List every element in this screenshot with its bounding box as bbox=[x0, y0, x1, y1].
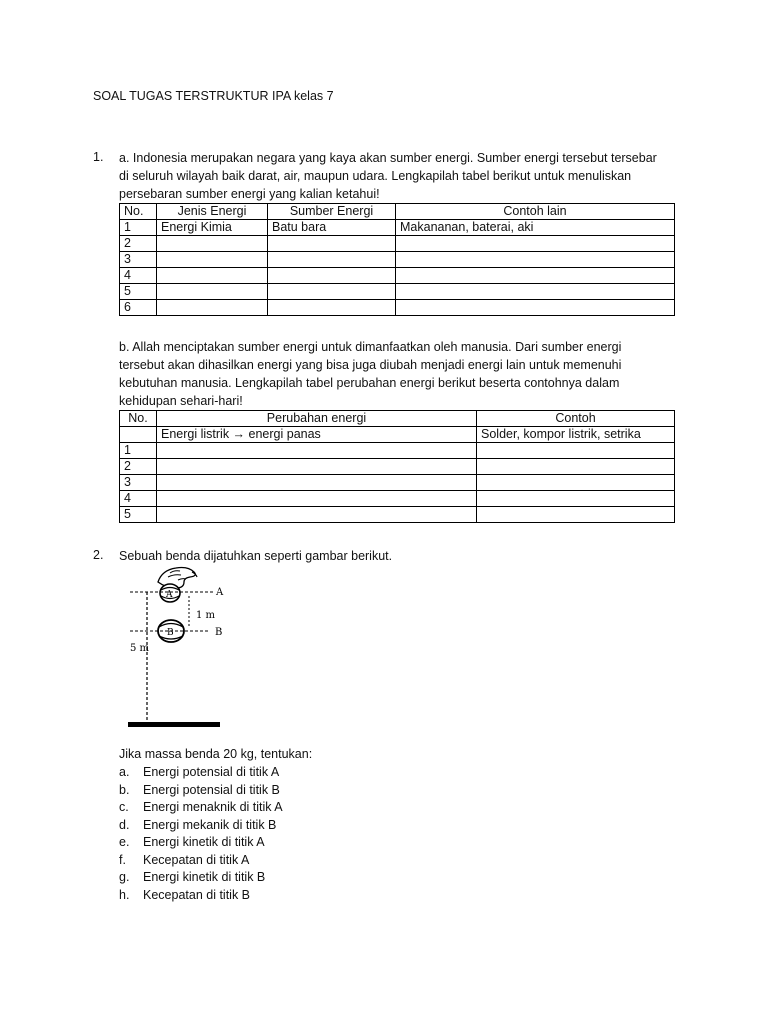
item-marker: b. bbox=[119, 782, 130, 797]
q1a-line-2: di seluruh wilayah baik darat, air, maupun udara. Lengkapilah tabel berikut untuk menuliskan bbox=[119, 169, 632, 183]
list-item bbox=[119, 852, 283, 870]
table-cell[interactable] bbox=[396, 236, 675, 252]
table-row bbox=[120, 443, 675, 459]
table-header-row bbox=[120, 204, 675, 220]
table-cell[interactable] bbox=[268, 252, 396, 268]
q1b-line-3: kebutuhan manusia. Lengkapilah tabel perubahan energi berikut beserta contohnya dalam bbox=[119, 376, 620, 390]
item-text: Kecepatan di titik A bbox=[143, 852, 250, 867]
table-cell: 4 bbox=[120, 491, 157, 507]
item-marker: c. bbox=[119, 800, 129, 814]
item-text: Energi potensial di titik B bbox=[143, 782, 280, 797]
table-row bbox=[120, 475, 675, 491]
question-2-items bbox=[119, 764, 283, 904]
q1b-line-1: b. Allah menciptakan sumber energi untuk dimanfaatkan oleh manusia. Dari sumber energi bbox=[119, 340, 622, 354]
energy-sources-table bbox=[119, 203, 675, 316]
label-b: B bbox=[215, 627, 223, 638]
table-row bbox=[120, 491, 675, 507]
table-cell[interactable] bbox=[477, 491, 675, 507]
item-text: Energi menaknik di titik A bbox=[143, 800, 283, 814]
question-1b-text bbox=[119, 338, 621, 410]
list-item bbox=[119, 782, 283, 800]
table-cell[interactable] bbox=[268, 284, 396, 300]
ball-a-label: A bbox=[166, 590, 173, 600]
table-row bbox=[120, 220, 675, 236]
table-cell: 4 bbox=[120, 268, 157, 284]
table-cell[interactable] bbox=[157, 268, 268, 284]
table-cell[interactable] bbox=[396, 300, 675, 316]
q1b-line-2: tersebut akan dihasilkan energi yang bisa juga diubah menjadi energi lain untuk memenuhi bbox=[119, 358, 622, 372]
question-2-text: Sebuah benda dijatuhkan seperti gambar berikut. bbox=[119, 549, 393, 563]
table-cell[interactable] bbox=[157, 491, 477, 507]
table-cell[interactable] bbox=[477, 507, 675, 523]
table-cell bbox=[120, 427, 157, 443]
table-row bbox=[120, 459, 675, 475]
table-cell: 2 bbox=[120, 459, 157, 475]
ball-b-label: B bbox=[167, 628, 174, 638]
table-row bbox=[120, 427, 675, 443]
q1a-line-3: persebaran sumber energi yang kalian ketahui! bbox=[119, 187, 380, 201]
table-cell[interactable] bbox=[157, 252, 268, 268]
table-cell: 3 bbox=[120, 475, 157, 491]
dimension-ab-label: 1 m bbox=[196, 610, 216, 621]
list-item bbox=[119, 817, 283, 835]
table-cell[interactable] bbox=[477, 459, 675, 475]
item-marker: d. bbox=[119, 817, 130, 832]
table-header-row bbox=[120, 411, 675, 427]
table-cell[interactable] bbox=[477, 443, 675, 459]
table-cell: 3 bbox=[120, 252, 157, 268]
table-row bbox=[120, 236, 675, 252]
table-cell[interactable] bbox=[157, 459, 477, 475]
list-item bbox=[119, 887, 283, 905]
table-header: Perubahan energi bbox=[157, 411, 477, 427]
table-cell: 5 bbox=[120, 507, 157, 523]
table-cell[interactable] bbox=[268, 236, 396, 252]
table-cell[interactable] bbox=[396, 252, 675, 268]
table-cell: 6 bbox=[120, 300, 157, 316]
item-marker: f. bbox=[119, 852, 126, 867]
energy-conversion-table bbox=[119, 410, 675, 523]
table-row bbox=[120, 300, 675, 316]
table-cell[interactable] bbox=[396, 268, 675, 284]
table-row bbox=[120, 252, 675, 268]
ground bbox=[128, 722, 220, 727]
table-cell: 2 bbox=[120, 236, 157, 252]
item-text: Energi mekanik di titik B bbox=[143, 817, 277, 832]
table-row bbox=[120, 284, 675, 300]
item-marker: e. bbox=[119, 835, 130, 849]
q1b-line-4: kehidupan sehari-hari! bbox=[119, 394, 243, 408]
table-cell[interactable]: Energi Kimia bbox=[157, 220, 268, 236]
item-text: Energi potensial di titik A bbox=[143, 765, 280, 779]
question-2-prompt: Jika massa benda 20 kg, tentukan: bbox=[119, 747, 313, 761]
table-cell[interactable]: Solder, kompor listrik, setrika bbox=[477, 427, 675, 443]
list-item bbox=[119, 834, 283, 852]
item-text: Energi kinetik di titik A bbox=[143, 835, 265, 849]
table-cell[interactable] bbox=[268, 300, 396, 316]
table-row bbox=[120, 507, 675, 523]
table-cell: 5 bbox=[120, 284, 157, 300]
table-header: Sumber Energi bbox=[268, 204, 396, 220]
table-cell[interactable] bbox=[157, 507, 477, 523]
table-row bbox=[120, 268, 675, 284]
question-2-number: 2. bbox=[93, 548, 104, 562]
table-cell[interactable]: Energi listrik → energi panas bbox=[157, 427, 477, 443]
list-item bbox=[119, 869, 283, 887]
falling-object-figure bbox=[118, 564, 238, 734]
table-header: Jenis Energi bbox=[157, 204, 268, 220]
document-title: SOAL TUGAS TERSTRUKTUR IPA kelas 7 bbox=[93, 89, 334, 103]
item-marker: a. bbox=[119, 765, 130, 779]
table-header: No. bbox=[120, 204, 157, 220]
table-cell[interactable] bbox=[268, 268, 396, 284]
question-1a-text bbox=[119, 149, 657, 203]
table-cell[interactable] bbox=[157, 475, 477, 491]
item-marker: h. bbox=[119, 887, 130, 902]
item-text: Kecepatan di titik B bbox=[143, 887, 251, 902]
table-header: Contoh bbox=[477, 411, 675, 427]
table-cell[interactable]: Makananan, baterai, aki bbox=[396, 220, 675, 236]
list-item bbox=[119, 764, 283, 782]
table-cell[interactable] bbox=[396, 284, 675, 300]
height-label: 5 m bbox=[130, 643, 150, 654]
table-cell[interactable]: Batu bara bbox=[268, 220, 396, 236]
table-cell[interactable] bbox=[157, 236, 268, 252]
table-cell[interactable] bbox=[157, 300, 268, 316]
label-a: A bbox=[216, 587, 224, 598]
table-cell: 1 bbox=[120, 443, 157, 459]
table-header: Contoh lain bbox=[396, 204, 675, 220]
table-cell[interactable] bbox=[477, 475, 675, 491]
table-cell: 1 bbox=[120, 220, 157, 236]
question-1-number: 1. bbox=[93, 150, 104, 164]
q1a-line-1: a. Indonesia merupakan negara yang kaya akan sumber energi. Sumber energi tersebut tersebar bbox=[119, 151, 657, 165]
hand-icon bbox=[158, 568, 197, 589]
list-item bbox=[119, 799, 283, 817]
item-marker: g. bbox=[119, 870, 130, 884]
table-header: No. bbox=[120, 411, 157, 427]
table-cell[interactable] bbox=[157, 284, 268, 300]
item-text: Energi kinetik di titik B bbox=[143, 870, 266, 884]
table-cell[interactable] bbox=[157, 443, 477, 459]
